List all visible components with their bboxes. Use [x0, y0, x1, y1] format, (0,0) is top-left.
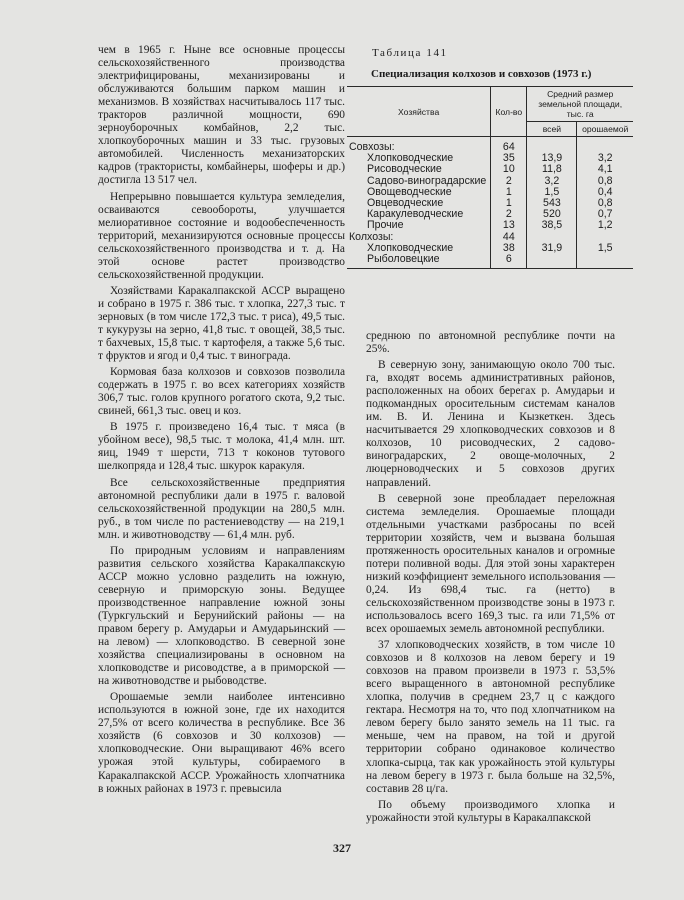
irrigated-area-cell [577, 137, 633, 154]
paragraph: В северной зоне преобладает переложная система земледелия. Орошаемые площади отдельными участками разбросаны по всей территории хозяйств, чем и вызвана большая протяженность оросительных каналов и огромные потери поливной воды. Для этой зоны характерен низкий коэффициент земельного использования — 0,24. Из 698,4 тыс. га (нетто) в сельскохозяйственном производстве зоны в 1973 г. использовалось всего 169,3 тыс. га или 71,5% от всех орошаемых земель автономной республики. [366, 492, 615, 636]
count-cell: 1 [491, 187, 527, 198]
farm-type-cell: Овощеводческие [347, 187, 491, 198]
irrigated-area-cell: 0,4 [577, 187, 633, 198]
paragraph: По объему производимого хлопка и урожайности этой культуры в Каракалпакской [366, 798, 615, 824]
count-cell: 2 [491, 209, 527, 220]
specialization-table [347, 86, 633, 269]
count-cell: 64 [491, 137, 527, 154]
table-row [347, 164, 633, 175]
irrigated-area-cell: 4,1 [577, 164, 633, 175]
header-irrigated: орошаемой [577, 122, 633, 137]
count-cell: 6 [491, 254, 527, 269]
table-label: Таблица 141 [372, 47, 448, 59]
table-row [347, 254, 633, 269]
paragraph: чем в 1965 г. Ныне все основные процессы сельскохозяйственного производства электрифицированы, механизированы и обслуживаются большим парком машин и механизмов. В хозяйствах насчитывалось 117 тыс. тракторов различной мощности, 690 зерноуборочных комбайнов, 2,2 тыс. хлопкоуборочных машин и 33 тыс. грузовых автомобилей. Численность механизаторских кадров (трактористы, комбайнеры, шоферы и др.) достигла 13 517 чел. [98, 44, 345, 187]
farm-type-cell: Овцеводческие [347, 198, 491, 209]
paragraph: Все сельскохозяйственные предприятия автономной республики дали в 1975 г. валовой сельскохозяйственной продукции на 280,5 млн. руб., в том числе по растениеводству — на 219,1 млн. и животноводству — 61,4 млн. руб. [98, 476, 345, 541]
total-area-cell [527, 137, 577, 154]
left-text-column [98, 44, 345, 799]
farm-type-cell: Прочие [347, 220, 491, 231]
farm-type-cell: Рыболовецкие [347, 254, 491, 269]
table-body [347, 137, 633, 269]
irrigated-area-cell: 0,8 [577, 176, 633, 187]
farm-type-cell: Хлопководческие [347, 153, 491, 164]
total-area-cell: 543 [527, 198, 577, 209]
paragraph: Орошаемые земли наиболее интенсивно используются в южной зоне, где их находится 27,5% от всего количества в республике. Все 36 хозяйств (6 совхозов и 30 колхозов) — хлопководческие. Они выращивают 46% всего урожая этой культуры, собираемого в Каракалпакской АССР. Урожайность хлопчатника в южных районах в 1973 г. превысила [98, 691, 345, 795]
paragraph: В северную зону, занимающую около 700 тыс. га, входят восемь административных районов, расположенных на обоих берегах р. Амударьи и подкомандных оросительным системам каналов им. В. И. Ленина и Кызкеткен. Здесь насчитывается 29 хлопководческих совхозов и 8 колхозов, 10 рисоводческих, 2 садово-виноградарских, 2 овоще-молочных, 2 люцерноводческих и 5 совхозов других направлений. [366, 359, 615, 489]
total-area-cell: 31,9 [527, 243, 577, 254]
total-area-cell: 11,8 [527, 164, 577, 175]
total-area-cell: 13,9 [527, 153, 577, 164]
count-cell: 13 [491, 220, 527, 231]
header-total: всей [527, 122, 577, 137]
farm-type-cell: Колхозы: [347, 232, 491, 243]
total-area-cell: 520 [527, 209, 577, 220]
table-row [347, 137, 633, 154]
irrigated-area-cell: 0,7 [577, 209, 633, 220]
paragraph: 37 хлопководческих хозяйств, в том числе 10 совхозов и 8 колхозов на левом берегу и 19 совхозов на правом произвели в 1973 г. 53,5% всего выращенного в автономной республике хлопка, получив в среднем 23,7 ц с каждого гектара. Несмотря на то, что под хлопчатником на левом берегу было занято земель на 11 тыс. га меньше, чем на правом, на той и другой территории собрано одинаковое количество хлопка-сырца, так как урожайность этой культуры на левом берегу в 1973 г. была больше на 32,5%, составив 28 ц/га. [366, 639, 615, 795]
header-avg-area: Средний размер земельной площади, тыс. га [527, 87, 633, 122]
irrigated-area-cell [577, 254, 633, 269]
farm-type-cell: Садово-виноградарские [347, 176, 491, 187]
header-farms: Хозяйства [347, 87, 491, 137]
paragraph: Кормовая база колхозов и совхозов позволила содержать в 1975 г. во всех категориях хозяйств 306,7 тыс. голов крупного рогатого скота, 9,2 тыс. свиней, 661,3 тыс. овец и коз. [98, 366, 345, 418]
count-cell: 1 [491, 198, 527, 209]
header-count: Кол-во [491, 87, 527, 137]
table-row [347, 220, 633, 231]
irrigated-area-cell: 1,5 [577, 243, 633, 254]
count-cell: 2 [491, 176, 527, 187]
farm-type-cell: Совхозы: [347, 137, 491, 154]
table-title: Специализация колхозов и совхозов (1973 г.) [371, 68, 592, 80]
count-cell: 44 [491, 232, 527, 243]
paragraph: Непрерывно повышается культура земледелия, осваиваются севообороты, улучшается мелиоративное состояние и водообеспеченность территорий, механизируются основные процессы сельскохозяйственного производства и т. д. На этой основе растет производство сельскохозяйственной продукции. [98, 190, 345, 281]
irrigated-area-cell: 0,8 [577, 198, 633, 209]
page-number: 327 [333, 841, 351, 855]
count-cell: 10 [491, 164, 527, 175]
paragraph: среднюю по автономной республике почти на 25%. [366, 330, 615, 356]
farm-type-cell: Каракулеводческие [347, 209, 491, 220]
farm-type-cell: Хлопководческие [347, 243, 491, 254]
total-area-cell: 1,5 [527, 187, 577, 198]
paragraph: Хозяйствами Каракалпакской АССР выращено и собрано в 1975 г. 386 тыс. т хлопка, 227,3 тыс. т зерновых (в том числе 172,3 тыс. т риса), 49,5 тыс. т кукурузы на зерно, 41,8 тыс. т овощей, 38,5 тыс. т бахчевых, 15,8 тыс. т картофеля, а также 5,6 тыс. т фруктов и ягод и 0,4 тыс. т винограда. [98, 284, 345, 363]
count-cell: 38 [491, 243, 527, 254]
irrigated-area-cell: 3,2 [577, 153, 633, 164]
total-area-cell: 38,5 [527, 220, 577, 231]
count-cell: 35 [491, 153, 527, 164]
total-area-cell: 3,2 [527, 176, 577, 187]
farm-type-cell: Рисоводческие [347, 164, 491, 175]
right-text-column [366, 330, 615, 828]
irrigated-area-cell: 1,2 [577, 220, 633, 231]
paragraph: В 1975 г. произведено 16,4 тыс. т мяса (в убойном весе), 98,5 тыс. т молока, 41,4 млн. шт. яиц, 1949 т шерсти, 713 т коконов тутового шелкопряда и 128,4 тыс. шкурок каракуля. [98, 421, 345, 473]
total-area-cell [527, 254, 577, 269]
paragraph: По природным условиям и направлениям развития сельского хозяйства Каракалпакскую АССР можно условно разделить на южную, северную и приморскую зоны. Ведущее производственное направление южной зоны (Туркгульский и Берунийский районы — на правом берегу р. Амударьи и Амударьинский — на левом) — хлопководство. В северной зоне хозяйства специализированы в основном на хлопководстве и рисоводстве, а в приморской — на животноводстве и рыбоводстве. [98, 544, 345, 688]
